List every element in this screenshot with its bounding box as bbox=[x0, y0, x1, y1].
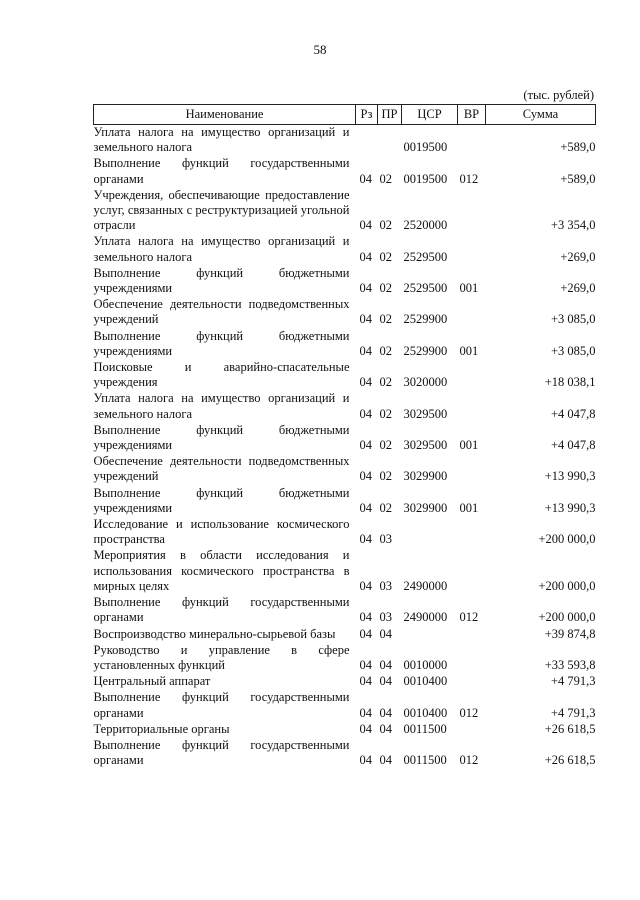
table-row bbox=[94, 329, 596, 360]
cell-csr: 0010400 bbox=[403, 705, 448, 720]
cell-pr: 03 bbox=[379, 578, 392, 593]
cell-vr bbox=[458, 548, 486, 595]
cell-name: Территориальные органы bbox=[93, 721, 230, 736]
cell-rz: 04 bbox=[359, 469, 372, 484]
cell-rz: 04 bbox=[359, 375, 372, 390]
cell-vr bbox=[458, 722, 486, 738]
cell-sum: +13 990,3 bbox=[544, 469, 596, 484]
cell-sum: +589,0 bbox=[560, 171, 596, 186]
cell-csr: 0010400 bbox=[403, 674, 448, 689]
cell-name: Выполнение функций государственными органами bbox=[93, 595, 350, 625]
cell-sum: +13 990,3 bbox=[544, 500, 596, 515]
cell-vr bbox=[458, 234, 486, 265]
cell-pr: 04 bbox=[379, 721, 392, 736]
cell-vr bbox=[458, 125, 486, 157]
cell-rz: 04 bbox=[359, 626, 372, 641]
cell-sum: +33 593,8 bbox=[544, 657, 596, 672]
cell-rz: 04 bbox=[359, 312, 372, 327]
header-pr: ПР bbox=[378, 105, 402, 125]
cell-sum: +589,0 bbox=[560, 140, 596, 155]
table-row bbox=[94, 486, 596, 517]
cell-csr: 0010000 bbox=[403, 657, 448, 672]
cell-pr: 02 bbox=[379, 312, 392, 327]
cell-name: Выполнение функций государственными органами bbox=[93, 737, 350, 768]
budget-table bbox=[93, 104, 596, 769]
cell-csr: 2529500 bbox=[403, 281, 448, 296]
cell-name: Выполнение функций бюджетными учреждениями bbox=[93, 422, 350, 453]
cell-vr: 012 bbox=[459, 753, 479, 768]
table-row bbox=[94, 188, 596, 235]
cell-name: Исследование и использование космического пространства bbox=[93, 517, 350, 547]
cell-sum: +39 874,8 bbox=[544, 626, 596, 641]
cell-vr bbox=[458, 454, 486, 485]
cell-pr: 02 bbox=[379, 438, 392, 453]
cell-rz: 04 bbox=[359, 753, 372, 768]
cell-csr: 3029500 bbox=[403, 406, 448, 421]
cell-name: Уплата налога на имущество организаций и земельного налога bbox=[93, 391, 350, 421]
units-label: (тыс. рублей) bbox=[523, 88, 594, 102]
cell-rz: 04 bbox=[359, 705, 372, 720]
table-row bbox=[94, 738, 596, 769]
cell-pr: 04 bbox=[379, 705, 392, 720]
page-number: 58 bbox=[313, 42, 327, 57]
cell-pr: 04 bbox=[379, 626, 392, 641]
cell-rz: 04 bbox=[359, 438, 372, 453]
cell-name: Обеспечение деятельности подведомственных учреждений bbox=[93, 297, 350, 327]
cell-pr: 02 bbox=[379, 406, 392, 421]
cell-pr: 04 bbox=[379, 753, 392, 768]
cell-pr bbox=[378, 125, 402, 157]
cell-pr: 02 bbox=[379, 249, 392, 264]
cell-rz: 04 bbox=[359, 721, 372, 736]
cell-csr: 0019500 bbox=[403, 171, 448, 186]
cell-vr: 001 bbox=[459, 343, 479, 358]
cell-name: Выполнение функций бюджетными учреждениями bbox=[93, 328, 350, 358]
cell-name: Мероприятия в области исследования и использования космического пространства в мирных целях bbox=[93, 548, 350, 593]
cell-sum: +3 085,0 bbox=[550, 343, 596, 358]
table-row bbox=[94, 156, 596, 187]
table-row bbox=[94, 722, 596, 738]
cell-name: Центральный аппарат bbox=[93, 674, 211, 689]
header-name: Наименование bbox=[94, 105, 356, 125]
cell-rz: 04 bbox=[359, 610, 372, 625]
cell-rz: 04 bbox=[359, 674, 372, 689]
cell-vr: 001 bbox=[459, 500, 479, 515]
cell-csr: 2529500 bbox=[403, 249, 448, 264]
cell-vr: 012 bbox=[459, 705, 479, 720]
table-row bbox=[94, 391, 596, 422]
table-row bbox=[94, 297, 596, 328]
cell-vr: 012 bbox=[459, 610, 479, 625]
cell-pr: 02 bbox=[379, 375, 392, 390]
table-row bbox=[94, 360, 596, 391]
table-body bbox=[94, 125, 596, 770]
cell-pr: 04 bbox=[379, 657, 392, 672]
cell-sum: +200 000,0 bbox=[538, 532, 596, 547]
cell-rz: 04 bbox=[359, 578, 372, 593]
header-rz: Рз bbox=[356, 105, 378, 125]
table-row bbox=[94, 643, 596, 674]
cell-csr: 3029500 bbox=[403, 438, 448, 453]
table-row bbox=[94, 517, 596, 548]
cell-sum: +269,0 bbox=[560, 281, 596, 296]
cell-pr: 02 bbox=[379, 343, 392, 358]
cell-rz: 04 bbox=[359, 343, 372, 358]
header-sum: Сумма bbox=[486, 105, 596, 125]
cell-pr: 02 bbox=[379, 218, 392, 233]
table-header bbox=[94, 105, 596, 125]
cell-vr: 001 bbox=[459, 281, 479, 296]
cell-name: Уплата налога на имущество организаций и земельного налога bbox=[93, 234, 350, 264]
cell-rz: 04 bbox=[359, 657, 372, 672]
cell-sum: +3 085,0 bbox=[550, 312, 596, 327]
cell-pr: 02 bbox=[379, 469, 392, 484]
cell-vr bbox=[458, 391, 486, 422]
cell-pr: 04 bbox=[379, 674, 392, 689]
cell-name: Выполнение функций государственными органами bbox=[93, 156, 350, 186]
table-row bbox=[94, 423, 596, 454]
cell-name: Поисковые и аварийно-спасательные учреждения bbox=[93, 360, 350, 390]
cell-vr: 012 bbox=[459, 171, 479, 186]
cell-vr bbox=[458, 627, 486, 643]
cell-pr: 02 bbox=[379, 500, 392, 515]
cell-vr bbox=[458, 360, 486, 391]
cell-csr: 3029900 bbox=[403, 500, 448, 515]
cell-sum: +26 618,5 bbox=[544, 753, 596, 768]
cell-name: Выполнение функций бюджетными учреждениями bbox=[93, 485, 350, 515]
cell-csr: 0019500 bbox=[403, 140, 448, 155]
cell-pr: 02 bbox=[379, 281, 392, 296]
cell-name: Уплата налога на имущество организаций и земельного налога bbox=[93, 125, 350, 155]
cell-sum: +4 047,8 bbox=[550, 406, 596, 421]
cell-sum: +269,0 bbox=[560, 249, 596, 264]
cell-pr: 03 bbox=[379, 532, 392, 547]
cell-name: Учреждения, обеспечивающие предоставление услуг, связанных с реструктуризацией угольной отрасли bbox=[93, 187, 350, 233]
header-csr: ЦСР bbox=[402, 105, 458, 125]
cell-rz: 04 bbox=[359, 249, 372, 264]
cell-sum: +4 047,8 bbox=[550, 438, 596, 453]
cell-csr: 3029900 bbox=[403, 469, 448, 484]
cell-name: Обеспечение деятельности подведомственных учреждений bbox=[93, 454, 350, 484]
table-row bbox=[94, 674, 596, 690]
table-row bbox=[94, 454, 596, 485]
table-row bbox=[94, 125, 596, 157]
cell-pr: 02 bbox=[379, 171, 392, 186]
cell-pr: 03 bbox=[379, 610, 392, 625]
cell-sum: +200 000,0 bbox=[538, 578, 596, 593]
cell-csr: 2529900 bbox=[403, 343, 448, 358]
cell-rz: 04 bbox=[359, 532, 372, 547]
cell-csr: 3020000 bbox=[403, 375, 448, 390]
table-row bbox=[94, 690, 596, 721]
cell-sum: +4 791,3 bbox=[550, 674, 596, 689]
cell-sum: +18 038,1 bbox=[544, 375, 596, 390]
table-row bbox=[94, 266, 596, 297]
cell-rz: 04 bbox=[359, 500, 372, 515]
cell-vr bbox=[458, 188, 486, 235]
table-row bbox=[94, 595, 596, 626]
cell-rz bbox=[356, 125, 378, 157]
cell-csr: 0011500 bbox=[403, 753, 447, 768]
cell-csr: 2490000 bbox=[403, 578, 448, 593]
cell-rz: 04 bbox=[359, 406, 372, 421]
cell-sum: +4 791,3 bbox=[550, 705, 596, 720]
cell-vr bbox=[458, 297, 486, 328]
cell-csr: 2529900 bbox=[403, 312, 448, 327]
cell-vr: 001 bbox=[459, 438, 479, 453]
cell-sum: +26 618,5 bbox=[544, 721, 596, 736]
cell-sum: +200 000,0 bbox=[538, 610, 596, 625]
cell-vr bbox=[458, 674, 486, 690]
table-row bbox=[94, 234, 596, 265]
cell-rz: 04 bbox=[359, 171, 372, 186]
cell-vr bbox=[458, 643, 486, 674]
cell-rz: 04 bbox=[359, 281, 372, 296]
cell-name: Воспроизводство минерально-сырьевой базы bbox=[93, 626, 336, 641]
cell-sum: +3 354,0 bbox=[550, 218, 596, 233]
cell-csr bbox=[402, 517, 458, 548]
cell-csr: 2490000 bbox=[403, 610, 448, 625]
table-row bbox=[94, 548, 596, 595]
cell-name: Выполнение функций бюджетными учреждениями bbox=[93, 265, 350, 296]
cell-csr bbox=[402, 627, 458, 643]
header-vr: ВР bbox=[458, 105, 486, 125]
cell-name: Руководство и управление в сфере установленных функций bbox=[93, 642, 350, 672]
cell-csr: 2520000 bbox=[403, 218, 448, 233]
cell-name: Выполнение функций государственными органами bbox=[93, 690, 350, 720]
cell-vr bbox=[458, 517, 486, 548]
cell-csr: 0011500 bbox=[403, 721, 447, 736]
cell-rz: 04 bbox=[359, 218, 372, 233]
table-row bbox=[94, 627, 596, 643]
